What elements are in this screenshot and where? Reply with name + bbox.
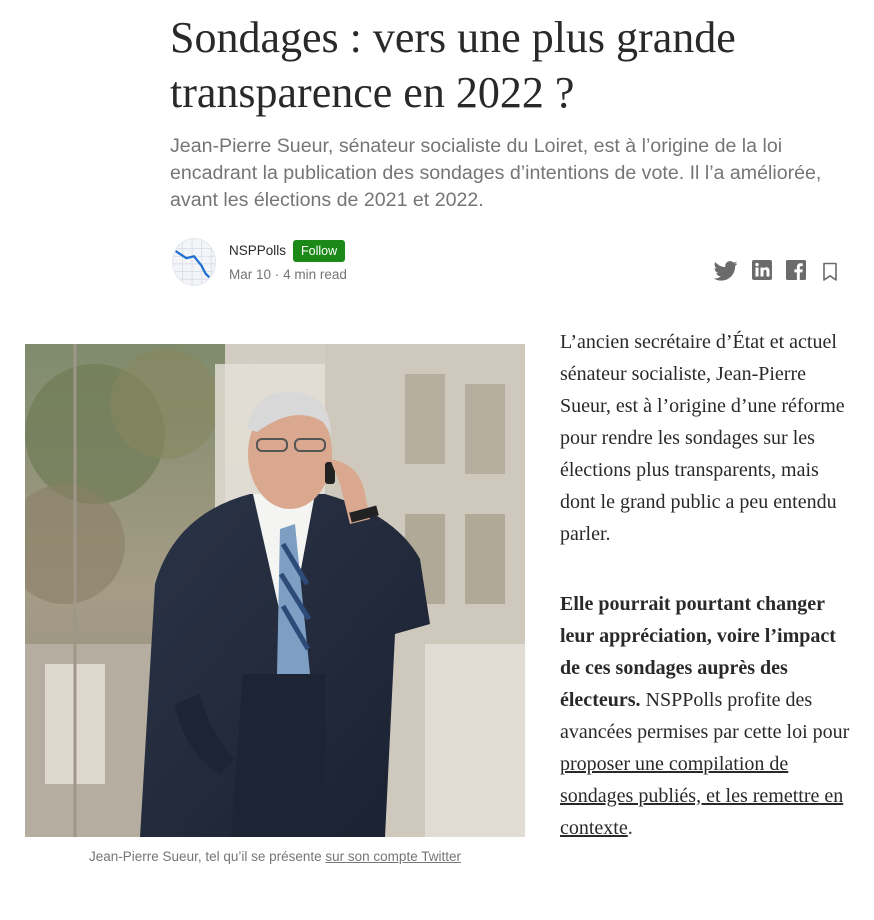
meta-separator: ·: [274, 267, 280, 282]
linkedin-icon: [752, 260, 772, 280]
twitter-icon: [714, 260, 738, 282]
photo-caption: [25, 849, 525, 864]
twitter-share-button[interactable]: [714, 260, 738, 282]
post-meta: [229, 267, 347, 282]
body-paragraph-2: [560, 588, 856, 844]
body-paragraph-1: L’ancien secrétaire d’État et actuel sénateur socialiste, Jean-Pierre Sueur, est à l’origine d’une réforme pour rendre les sondages sur les élections plus transparents, mais dont le grand public a peu entendu parler.: [560, 331, 845, 545]
article-body: [560, 326, 856, 844]
photo-man-on-phone: [25, 344, 525, 837]
compilation-link[interactable]: proposer une compilation de sondages publiés, et les remettre en contexte: [560, 753, 844, 839]
caption-twitter-link[interactable]: sur son compte Twitter: [325, 849, 461, 864]
article-title: Sondages : vers une plus grande transparence en 2022 ?: [170, 13, 736, 117]
caption-text: Jean-Pierre Sueur, tel qu’il se présente: [89, 849, 326, 864]
facebook-icon: [786, 260, 806, 280]
author-row: [172, 238, 852, 288]
body-paragraph-2-end: .: [627, 817, 633, 839]
article-photo: [25, 344, 525, 837]
avatar-chart-icon: [173, 239, 215, 285]
read-time: 4 min read: [283, 267, 347, 282]
bookmark-icon: [822, 262, 838, 282]
bookmark-button[interactable]: [822, 262, 838, 282]
author-avatar[interactable]: [172, 238, 216, 286]
facebook-share-button[interactable]: [786, 260, 806, 280]
body-paragraph-2-text: NSPPolls profite des avancées permises par cette loi pour: [560, 689, 850, 743]
article-subtitle: Jean-Pierre Sueur, sénateur socialiste du Loiret, est à l’origine de la loi encadrant la publication des sondages d’intentions de vote. Il l’a améliorée, avant les élections de 2021 et 2022.: [170, 135, 822, 211]
linkedin-share-button[interactable]: [752, 260, 772, 280]
post-date: Mar 10: [229, 267, 272, 282]
author-name[interactable]: NSPPolls: [229, 243, 287, 258]
follow-button[interactable]: Follow: [293, 240, 345, 262]
body-paragraph-2-bold: Elle pourrait pourtant changer leur appréciation, voire l’impact de ces sondages auprès des électeurs.: [560, 593, 836, 711]
